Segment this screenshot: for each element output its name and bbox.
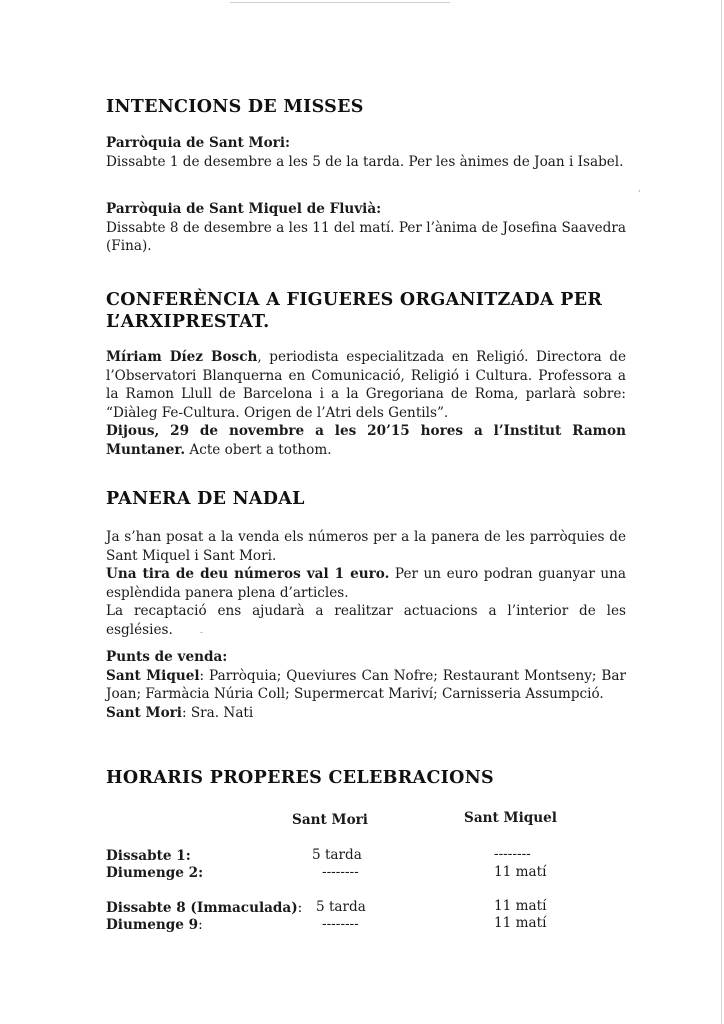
sant-miquel-label: Parròquia de Sant Miquel de Fluvià: — [106, 201, 382, 217]
punts-label: Punts de venda: — [106, 649, 228, 665]
conferencia-description — [106, 348, 626, 422]
conferencia-when-text: Dijous, 29 de novembre a les 20’15 hores a l’Institut Ramon Muntaner. — [106, 423, 626, 458]
intencio-sant-miquel — [106, 200, 626, 256]
horaris-title: HORARIS PROPERES CELEBRACIONS — [106, 768, 494, 788]
schedule-cell-mori: -------- — [322, 864, 359, 880]
scan-speck: - — [200, 628, 204, 638]
schedule-row-day — [106, 917, 203, 934]
conferencia-speaker: Míriam Díez Bosch — [106, 349, 258, 365]
scan-right-edge — [721, 0, 722, 1024]
panera-price-bold: Una tira de deu números val 1 euro. — [106, 566, 390, 583]
punts-sant-mori — [106, 704, 626, 723]
panera-intro: Ja s’han posat a la venda els números per a la panera de les parròquies de Sant Miquel i Sant Mori. — [106, 529, 626, 564]
schedule-cell-miquel: -------- — [494, 846, 531, 862]
conferencia-title: CONFERÈNCIA A FIGUERES ORGANITZADA PER L’ARXIPRESTAT. — [106, 290, 603, 332]
schedule-cell-miquel: 11 matí — [494, 915, 547, 931]
conferencia-note: Acte obert a tothom. — [185, 441, 332, 458]
schedule-day-text: Dissabte 8 (Immaculada) — [106, 900, 298, 916]
scan-speck: ˈ — [638, 190, 641, 200]
schedule-row-day: Diumenge 2: — [106, 865, 204, 881]
punts-sant-mori-label: Sant Mori — [106, 704, 182, 721]
intencions-title: INTENCIONS DE MISSES — [106, 97, 364, 117]
schedule-cell-mori: -------- — [322, 916, 359, 932]
schedule-cell-miquel: 11 matí — [494, 898, 547, 914]
schedule-row-day: Dissabte 1: — [106, 848, 191, 864]
sant-mori-label: Parròquia de Sant Mori: — [106, 135, 291, 151]
scan-top-line — [230, 2, 450, 3]
col-header-sant-mori: Sant Mori — [292, 812, 368, 828]
schedule-cell-mori: 5 tarda — [316, 899, 366, 915]
schedule-day-suffix: : — [198, 917, 203, 933]
schedule-cell-mori: 5 tarda — [312, 847, 362, 863]
col-header-sant-miquel: Sant Miquel — [464, 810, 557, 826]
panera-price-text: Per un euro podran guanyar una esplèndida panera plena d’articles. — [106, 566, 627, 601]
schedule-day-suffix: : — [297, 900, 303, 916]
intencio-sant-mori — [106, 134, 626, 171]
conferencia-when — [106, 422, 626, 459]
panera-title: PANERA DE NADAL — [106, 489, 305, 509]
panera-price — [106, 565, 626, 602]
punts-sant-miquel-label: Sant Miquel — [106, 667, 200, 684]
sant-mori-text: Dissabte 1 de desembre a les 5 de la tarda. Per les ànimes de Joan i Isabel. — [106, 153, 624, 170]
panera-recaptacio: La recaptació ens ajudarà a realitzar actuacions a l’interior de les esglésies. — [106, 603, 626, 638]
punts-sant-miquel-list: : Parròquia; Queviures Can Nofre; Restaurant Montseny; Bar Joan; Farmàcia Núria Coll; Supermercat Mariví; Carnisseria Assumpció. — [106, 667, 626, 703]
sant-miquel-text: Dissabte 8 de desembre a les 11 del matí. Per l’ànima de Josefina Saavedra (Fina). — [106, 219, 626, 255]
schedule-row-day — [106, 900, 302, 917]
schedule-cell-miquel: 11 matí — [494, 864, 547, 880]
schedule-day-text: Diumenge 9 — [106, 917, 199, 933]
punts-sant-miquel — [106, 667, 626, 704]
conferencia-body — [106, 348, 626, 460]
conferencia-description-text: , periodista especialitzada en Religió. Directora de l’Observatori Blanquerna en Comunicació, Religió i Cultura. Professora a la Ramon Llull de Barcelona i a la Gregoriana de Roma, parlarà sobre: “Diàleg Fe-Cultura. Origen de l’Atri dels Gentils”. — [106, 349, 626, 421]
panera-body — [106, 528, 626, 640]
punts-sant-mori-list: : Sra. Nati — [181, 704, 254, 721]
punts-de-venda — [106, 648, 626, 722]
